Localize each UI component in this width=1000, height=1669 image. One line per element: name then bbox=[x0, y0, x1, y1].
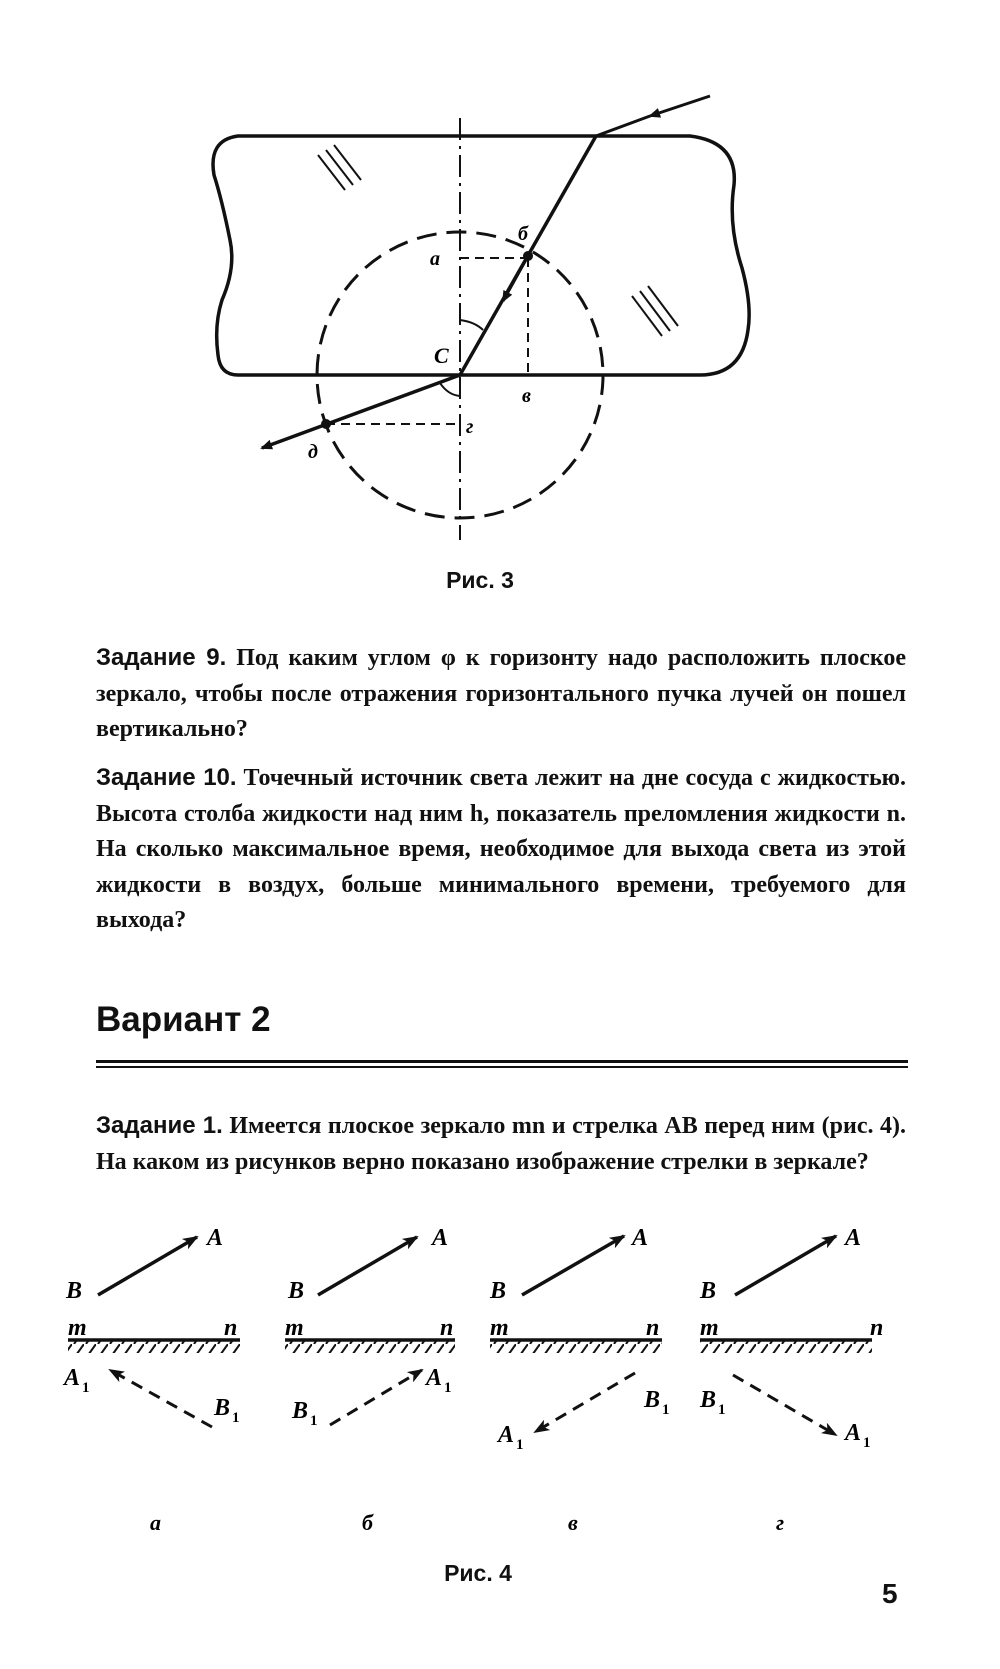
task-1-text: Имеется плоское зеркало mn и стрелка AB перед ним (рис. 4). На каком из рисунков верно показано изображение стрелки в зеркале? bbox=[96, 1113, 906, 1175]
panel-b-B1-sub: 1 bbox=[310, 1413, 318, 1429]
panel-a bbox=[62, 1225, 240, 1535]
label-b: б bbox=[518, 223, 528, 245]
panel-g-A: A bbox=[845, 1225, 862, 1251]
panel-a-n: n bbox=[224, 1315, 238, 1341]
panel-a-B: B bbox=[66, 1278, 83, 1304]
label-c: С bbox=[434, 343, 449, 368]
panel-v bbox=[489, 1225, 670, 1535]
panel-a-B1-sub: 1 bbox=[232, 1410, 240, 1426]
panel-b-B: B bbox=[288, 1278, 305, 1304]
panel-a-A1: A bbox=[64, 1365, 81, 1391]
panel-a-letter: а bbox=[150, 1510, 161, 1535]
label-v: в bbox=[522, 385, 531, 407]
panel-v-m: m bbox=[490, 1315, 509, 1341]
panel-g-B: B bbox=[700, 1278, 717, 1304]
panel-v-A1-sub: 1 bbox=[516, 1437, 524, 1453]
label-d: д bbox=[308, 441, 318, 463]
panel-g-letter: г bbox=[776, 1510, 785, 1535]
panel-g-A1: A bbox=[845, 1420, 862, 1446]
panel-b bbox=[285, 1225, 455, 1535]
panel-b-n: n bbox=[440, 1315, 454, 1341]
panel-b-B1: B bbox=[292, 1398, 309, 1424]
panel-g-B1-sub: 1 bbox=[718, 1402, 726, 1418]
panel-v-B: B bbox=[490, 1278, 507, 1304]
panel-a-B1: B bbox=[214, 1395, 231, 1421]
panel-b-A1: A bbox=[426, 1365, 443, 1391]
task-9-label: Задание 9. bbox=[96, 644, 227, 671]
figure-3-caption: Рис. 3 bbox=[446, 567, 514, 593]
task-1-label: Задание 1. bbox=[96, 1112, 223, 1139]
page-number: 5 bbox=[882, 1578, 898, 1609]
label-g: г bbox=[466, 416, 474, 438]
panel-v-B1: B bbox=[644, 1387, 661, 1413]
task-10-text: Точечный источник света лежит на дне сосуда с жидкостью. Высота столба жидкости над ним h, показатель преломления жидкости n. На сколько максимальное время, необходимое для выхода света из этой жидкости в воздух, больше минимального времени, требуемого для выхода? bbox=[96, 765, 906, 933]
panel-a-m: m bbox=[68, 1315, 87, 1341]
figure-4-caption: Рис. 4 bbox=[444, 1560, 512, 1586]
variant-heading: Вариант 2 bbox=[96, 1000, 271, 1039]
panel-v-n: n bbox=[646, 1315, 660, 1341]
panel-a-A1-sub: 1 bbox=[82, 1380, 90, 1396]
panel-b-m: m bbox=[285, 1315, 304, 1341]
panel-b-letter: б bbox=[362, 1510, 373, 1535]
panel-g-n: n bbox=[870, 1315, 884, 1341]
panel-v-A1: A bbox=[498, 1422, 515, 1448]
panel-b-A: A bbox=[432, 1225, 449, 1251]
panel-g-A1-sub: 1 bbox=[863, 1435, 871, 1451]
panel-v-A: A bbox=[632, 1225, 649, 1251]
panel-v-B1-sub: 1 bbox=[662, 1402, 670, 1418]
panel-g-m: m bbox=[700, 1315, 719, 1341]
panel-b-A1-sub: 1 bbox=[444, 1380, 452, 1396]
panel-g-B1: B bbox=[700, 1387, 717, 1413]
panel-g bbox=[699, 1225, 883, 1535]
panel-a-A: A bbox=[207, 1225, 224, 1251]
panel-v-letter: в bbox=[568, 1510, 578, 1535]
task-9-text: Под каким углом φ к горизонту надо расположить плоское зеркало, чтобы после отражения горизонтального пучка лучей он пошел вертикально? bbox=[96, 645, 907, 742]
task-10-label: Задание 10. bbox=[96, 764, 237, 791]
label-a: а bbox=[430, 248, 440, 270]
